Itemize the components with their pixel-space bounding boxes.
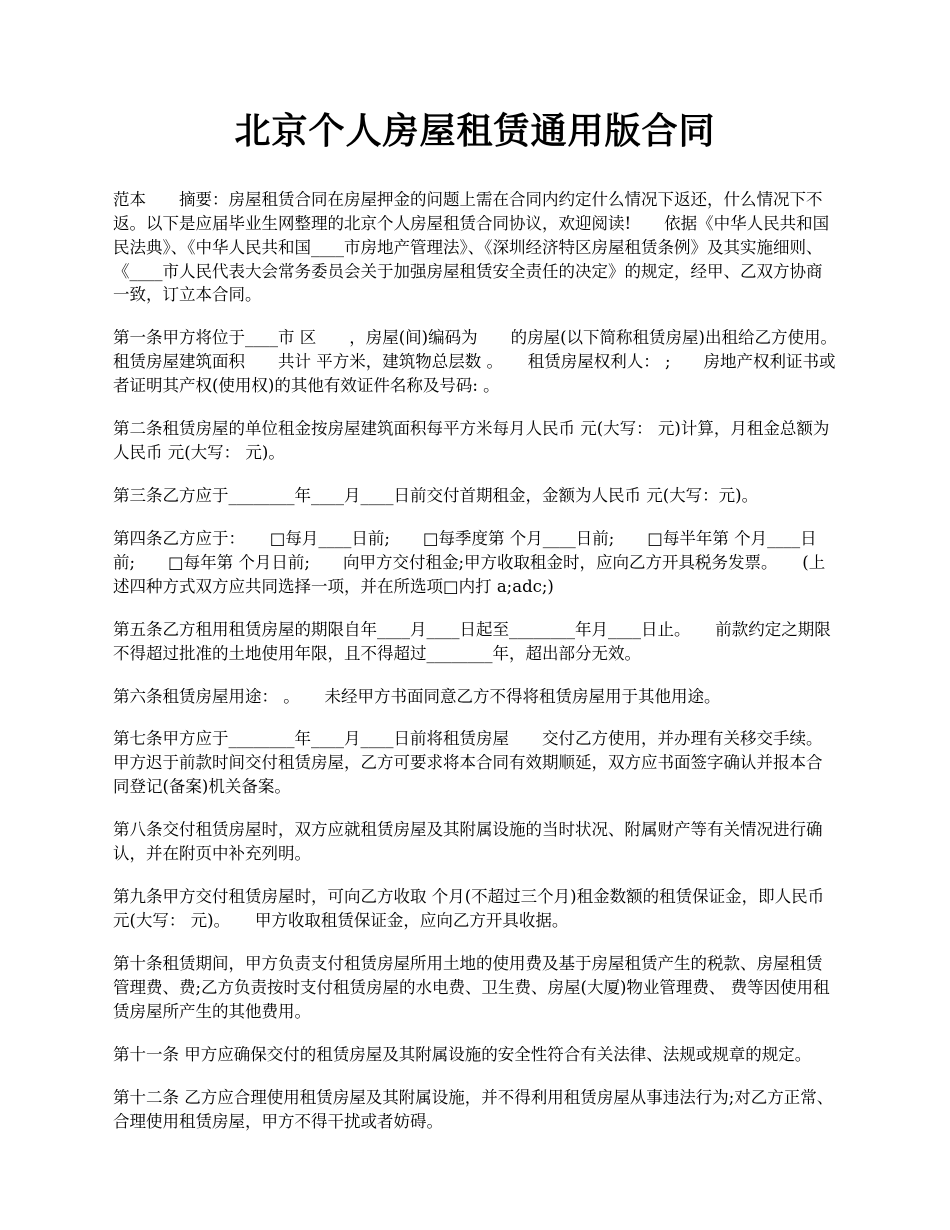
paragraph-article-1: 第一条甲方将位于____市 区 ，房屋(间)编码为 的房屋(以下简称租赁房屋)出租给乙方使用。租赁房屋建筑面积 共计 平方米，建筑物总层数 。 租赁房屋权利人： ; 房地产权利证书或者证明其产权(使用权)的其他有效证件名称及号码: 。 — [113, 328, 837, 396]
paragraph-article-8: 第八条交付租赁房屋时，双方应就租赁房屋及其附属设施的当时状况、附属财产等有关情况进行确认，并在附页中补充列明。 — [113, 820, 823, 864]
paragraph-article-4: 第四条乙方应于： □每月____日前; □每季度第 个月____日前; □每半年第 个月____日前; □每年第 个月日前; 向甲方交付租金;甲方收取租金时，应向乙方开具税务发票。 (上述四种方式双方应共同选择一项，并在所选项□内打 a;adc;) — [113, 528, 826, 596]
document-title: 北京个人房屋租赁通用版合同 — [234, 110, 716, 152]
paragraph-article-9: 第九条甲方交付租赁房屋时，可向乙方收取 个月(不超过三个月)租金数额的租赁保证金，即人民币 元(大写： 元)。 甲方收取租赁保证金，应向乙方开具收据。 — [113, 887, 830, 930]
paragraph-article-2: 第二条租赁房屋的单位租金按房屋建筑面积每平方米每月人民币 元(大写： 元)计算，月租金总额为人民币 元(大写： 元)。 — [113, 419, 830, 463]
paragraph-article-7: 第七条甲方应于________年____月____日前将租赁房屋 交付乙方使用，并办理有关移交手续。 甲方迟于前款时间交付租赁房屋，乙方可要求将本合同有效期顺延，双方应书面签字确认并报本合同登记(备案)机关备案。 — [113, 729, 848, 797]
paragraph-article-3: 第三条乙方应于________年____月____日前交付首期租金，金额为人民币 元(大写：元)。 — [113, 486, 759, 506]
paragraph-preamble: 范本 摘要：房屋租赁合同在房屋押金的问题上需在合同内约定什么情况下返还，什么情况下不返。以下是应届毕业生网整理的北京个人房屋租赁合同协议，欢迎阅读! 依据《中华人民共和国民法典》、《中华人民共和国____市房地产管理法》、《深圳经济特区房屋租赁条例》及其实施细则、《____市人民代表大会常务委员会关于加强房屋租赁安全责任的决定》的规定，经甲、乙双方协商一致，订立本合同。 — [113, 189, 830, 305]
paragraph-article-12: 第十二条 乙方应合理使用租赁房屋及其附属设施，并不得利用租赁房屋从事违法行为;对乙方正常、合理使用租赁房屋，甲方不得干扰或者妨碍。 — [113, 1087, 834, 1131]
paragraph-article-6: 第六条租赁房屋用途： 。 未经甲方书面同意乙方不得将租赁房屋用于其他用途。 — [113, 686, 721, 706]
paragraph-article-10: 第十条租赁期间，甲方负责支付租赁房屋所用土地的使用费及基于房屋租赁产生的税款、房屋租赁管理费、费;乙方负责按时支付租赁房屋的水电费、卫生费、房屋(大厦)物业管理费、 费等因使用租赁房屋所产生的其他费用。 — [113, 953, 830, 1021]
paragraph-article-5: 第五条乙方租用租赁房屋的期限自年____月____日起至________年月____日止。 前款约定之期限不得超过批准的土地使用年限，且不得超过________年，超出部分无效。 — [113, 619, 831, 663]
paragraph-article-11: 第十一条 甲方应确保交付的租赁房屋及其附属设施的安全性符合有关法律、法规或规章的规定。 — [113, 1044, 812, 1064]
